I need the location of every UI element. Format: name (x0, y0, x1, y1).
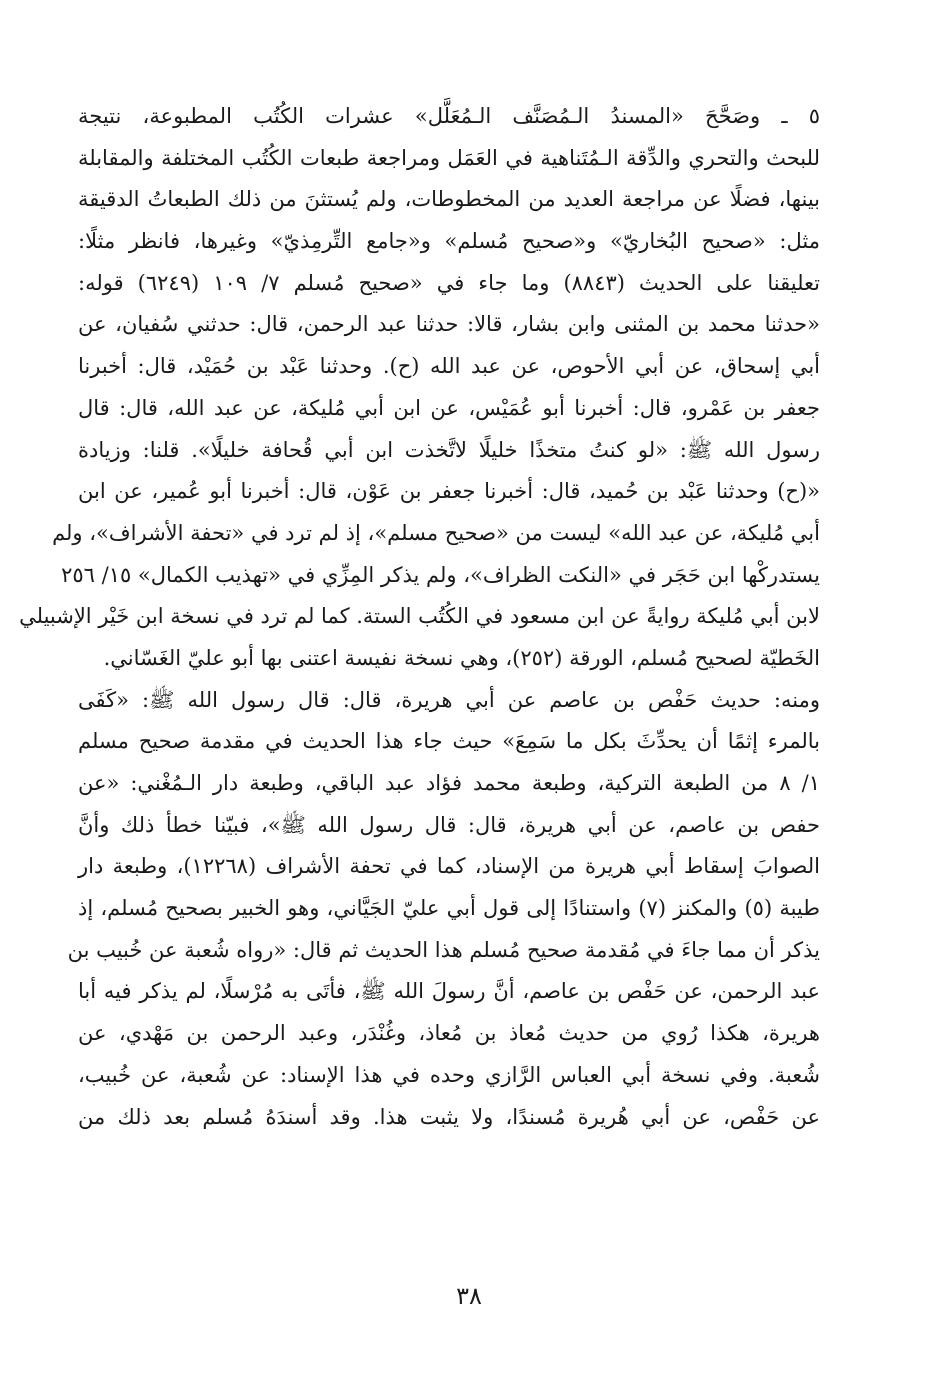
text-line: شُعبة. وفي نسخة أبي العباس الرَّازي وحده في هذا الإسناد: عن شُعبة، عن خُبيب، (78, 1062, 820, 1087)
text-line: طيبة (٥) والمكنز (٧) واستنادًا إلى قول أبي عليّ الجَيَّاني، وهو الخبير بصحيح مُسلم، إذ (78, 896, 820, 921)
text-line: أبي إسحاق، عن أبي الأحوص، عن عبد الله (ح). وحدثنا عَبْد بن حُمَيْد، قال: أخبرنا (78, 354, 820, 379)
text-line: ٥ ـ وصَحَّحَ «المسندُ الـمُصَنَّف الـمُعَلَّل» عشرات الكُتُب المطبوعة، نتيجة (78, 104, 820, 128)
text-line: بينها، فضلًا عن مراجعة العديد من المخطوطات، ولم يُستثنَ من ذلك الطبعاتُ الدقيقة (78, 187, 820, 212)
paragraph-1 (19, 96, 820, 680)
text-line: ومنه: حديث حَفْص بن عاصم عن أبي هريرة، قال: قال رسول الله ﷺ: «كَفَى (78, 687, 820, 712)
text-line: «حدثنا محمد بن المثنى وابن بشار، قالا: حدثنا عبد الرحمن، قال: حدثني سُفيان، عن (78, 312, 820, 337)
text-line: الخَطيّة لصحيح مُسلم، الورقة (٢٥٢)، وهي نسخة نفيسة اعتنى بها أبو عليّ الغَسّاني. (103, 645, 820, 670)
text-line: يذكر أن مما جاءَ في مُقدمة صحيح مُسلم هذا الحديث ثم قال: «رواه شُعبة عن خُبيب بن (67, 937, 820, 962)
page-number: ٣٨ (456, 1282, 482, 1310)
text-line: مثل: «صحيح البُخاريّ» و«صحيح مُسلم» و«جامع التِّرمِذيّ» وغيرها، فانظر مثلًا: (78, 229, 820, 254)
text-line: تعليقنا على الحديث (٨٨٤٣) وما جاء في «صحيح مُسلم ٧/ ١٠٩ (٦٢٤٩) قوله: (78, 270, 820, 295)
text-line: يستدركْها ابن حَجَر في «النكت الظراف»، ولم يذكر المِزِّي في «تهذيب الكمال» ١٥/ ٢٥٦ (61, 562, 820, 587)
paragraph-2 (67, 680, 820, 1139)
text-line: هريرة، هكذا رُوي من حديث مُعاذ بن مُعاذ، وغُنْدَر، وعبد الرحمن بن مَهْدي، عن (78, 1021, 820, 1046)
text-line: للبحث والتحري والدِّقة الـمُتَناهية في العَمَل ومراجعة طبعات الكُتُب المختلفة والمقابلة (78, 145, 820, 170)
text-line: جعفر بن عَمْرو، قال: أخبرنا أبو عُمَيْس، عن ابن أبي مُليكة، عن عبد الله، قال: قال (78, 395, 820, 420)
text-line: عبد الرحمن، عن حَفْص بن عاصم، أنَّ رسولَ الله ﷺ، فأتَى به مُرْسلًا، لم يذكر فيه أبا (78, 979, 820, 1004)
page-body (19, 96, 820, 1138)
text-line: الصوابَ إسقاط أبي هريرة من الإسناد، كما في تحفة الأشراف (١٢٢٦٨)، وطبعة دار (78, 854, 820, 879)
text-line: عن حَفْص، عن أبي هُريرة مُسندًا، ولا يثبت هذا. وقد أسندَهُ مُسلم بعد ذلك من (78, 1104, 820, 1129)
text-line: رسول الله ﷺ: «لو كنتُ متخذًا خليلًا لاتَّخذت ابن أبي قُحافة خليلًا». قلنا: وزيادة (78, 437, 820, 462)
text-line: ١/ ٨ من الطبعة التركية، وطبعة محمد فؤاد عبد الباقي، وطبعة دار الـمُغْني: «عن (78, 771, 820, 795)
text-line: لابن أبي مُليكة روايةً عن ابن مسعود في الكُتُب الستة. كما لم ترد في نسخة ابن خَيْر الإشبيلي (19, 604, 820, 629)
text-line: «(ح) وحدثنا عَبْد بن حُميد، قال: أخبرنا جعفر بن عَوْن، قال: أخبرنا أبو عُمير، عن ابن (78, 479, 820, 504)
text-line: أبي مُليكة، عن عبد الله» ليست من «صحيح مسلم»، إذ لم ترد في «تحفة الأشراف»، ولم (52, 520, 820, 545)
text-line: بالمرء إثمًا أن يحدِّثَ بكل ما سَمِعَ» حيث جاء هذا الحديث في مقدمة صحيح مسلم (78, 729, 820, 754)
text-line: حفص بن عاصم، عن أبي هريرة، قال: قال رسول الله ﷺ»، فبيّنا خطأ ذلك وأنَّ (78, 812, 820, 837)
